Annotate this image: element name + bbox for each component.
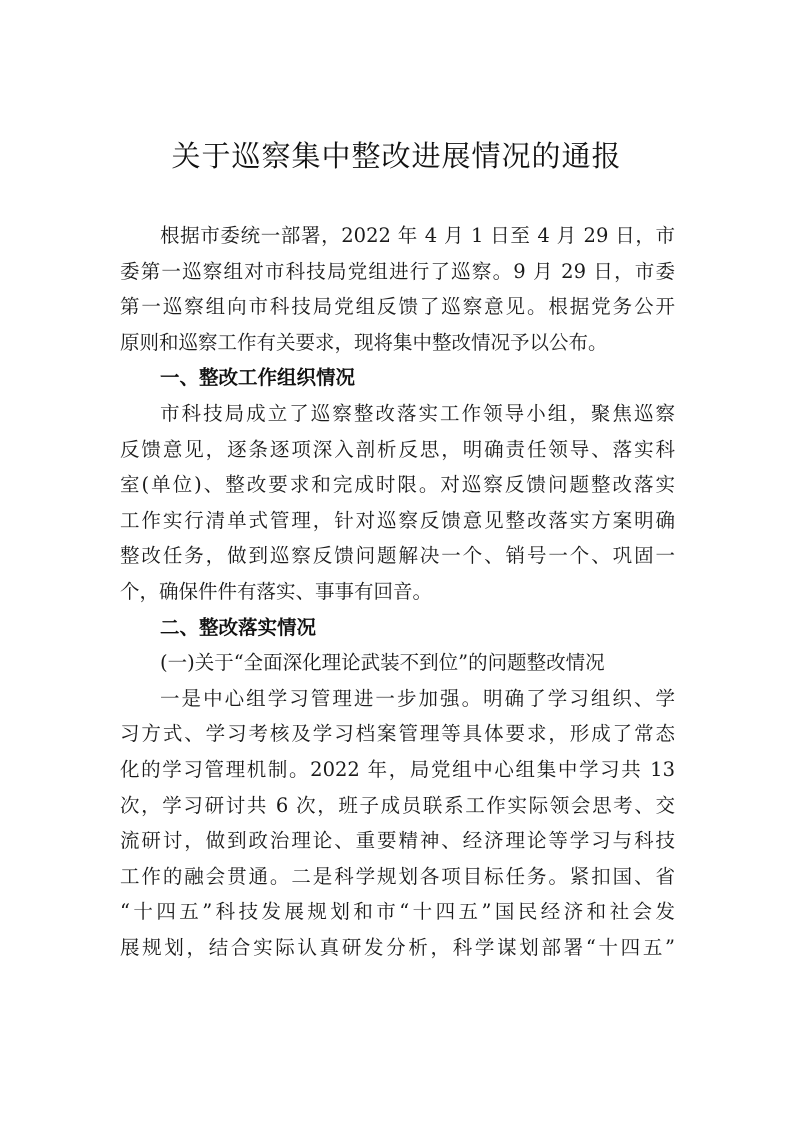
paragraph-line: “十四五”科技发展规划和市“十四五”国民经济和社会发	[120, 900, 675, 924]
paragraph-line: 工作的融会贯通。二是科学规划各项目标任务。紧扣国、省	[120, 864, 675, 888]
paragraph-line: 展规划，结合实际认真研发分析，科学谋划部署“十四五”	[120, 935, 675, 959]
paragraph-line: 委第一巡察组对市科技局党组进行了巡察。9 月 29 日，市委	[120, 259, 675, 283]
paragraph-line: (一)关于“全面深化理论武装不到位”的问题整改情况	[160, 651, 605, 675]
section-heading: 一、整改工作组织情况	[160, 366, 356, 390]
paragraph-line: 次，学习研讨共 6 次，班子成员联系工作实际领会思考、交	[120, 793, 675, 817]
document-title: 关于巡察集中整改进展情况的通报	[171, 139, 622, 173]
paragraph-line: 习方式、学习考核及学习档案管理等具体要求，形成了常态	[120, 722, 675, 746]
document-body	[120, 218, 675, 965]
paragraph-line: 根据市委统一部署，2022 年 4 月 1 日至 4 月 29 日，市	[160, 224, 675, 247]
paragraph-line: 整改任务，做到巡察反馈问题解决一个、销号一个、巩固一	[120, 544, 675, 568]
paragraph-line: 化的学习管理机制。2022 年，局党组中心组集中学习共 13	[120, 757, 675, 781]
paragraph-line: 流研讨，做到政治理论、重要精神、经济理论等学习与科技	[120, 829, 675, 853]
paragraph-line: 一是中心组学习管理进一步加强。明确了学习组织、学	[160, 686, 675, 710]
paragraph-line: 个，确保件件有落实、事事有回音。	[120, 579, 433, 603]
paragraph-line: 室(单位)、整改要求和完成时限。对巡察反馈问题整改落实	[120, 473, 675, 497]
paragraph-line: 反馈意见，逐条逐项深入剖析反思，明确责任领导、落实科	[120, 437, 675, 461]
paragraph-line: 工作实行清单式管理，针对巡察反馈意见整改落实方案明确	[120, 508, 675, 532]
section-heading: 二、整改落实情况	[160, 615, 317, 639]
paragraph-line: 第一巡察组向市科技局党组反馈了巡察意见。根据党务公开	[120, 295, 675, 319]
paragraph-line: 市科技局成立了巡察整改落实工作领导小组，聚焦巡察	[160, 401, 675, 425]
paragraph-line: 原则和巡察工作有关要求，现将集中整改情况予以公布。	[120, 330, 608, 354]
